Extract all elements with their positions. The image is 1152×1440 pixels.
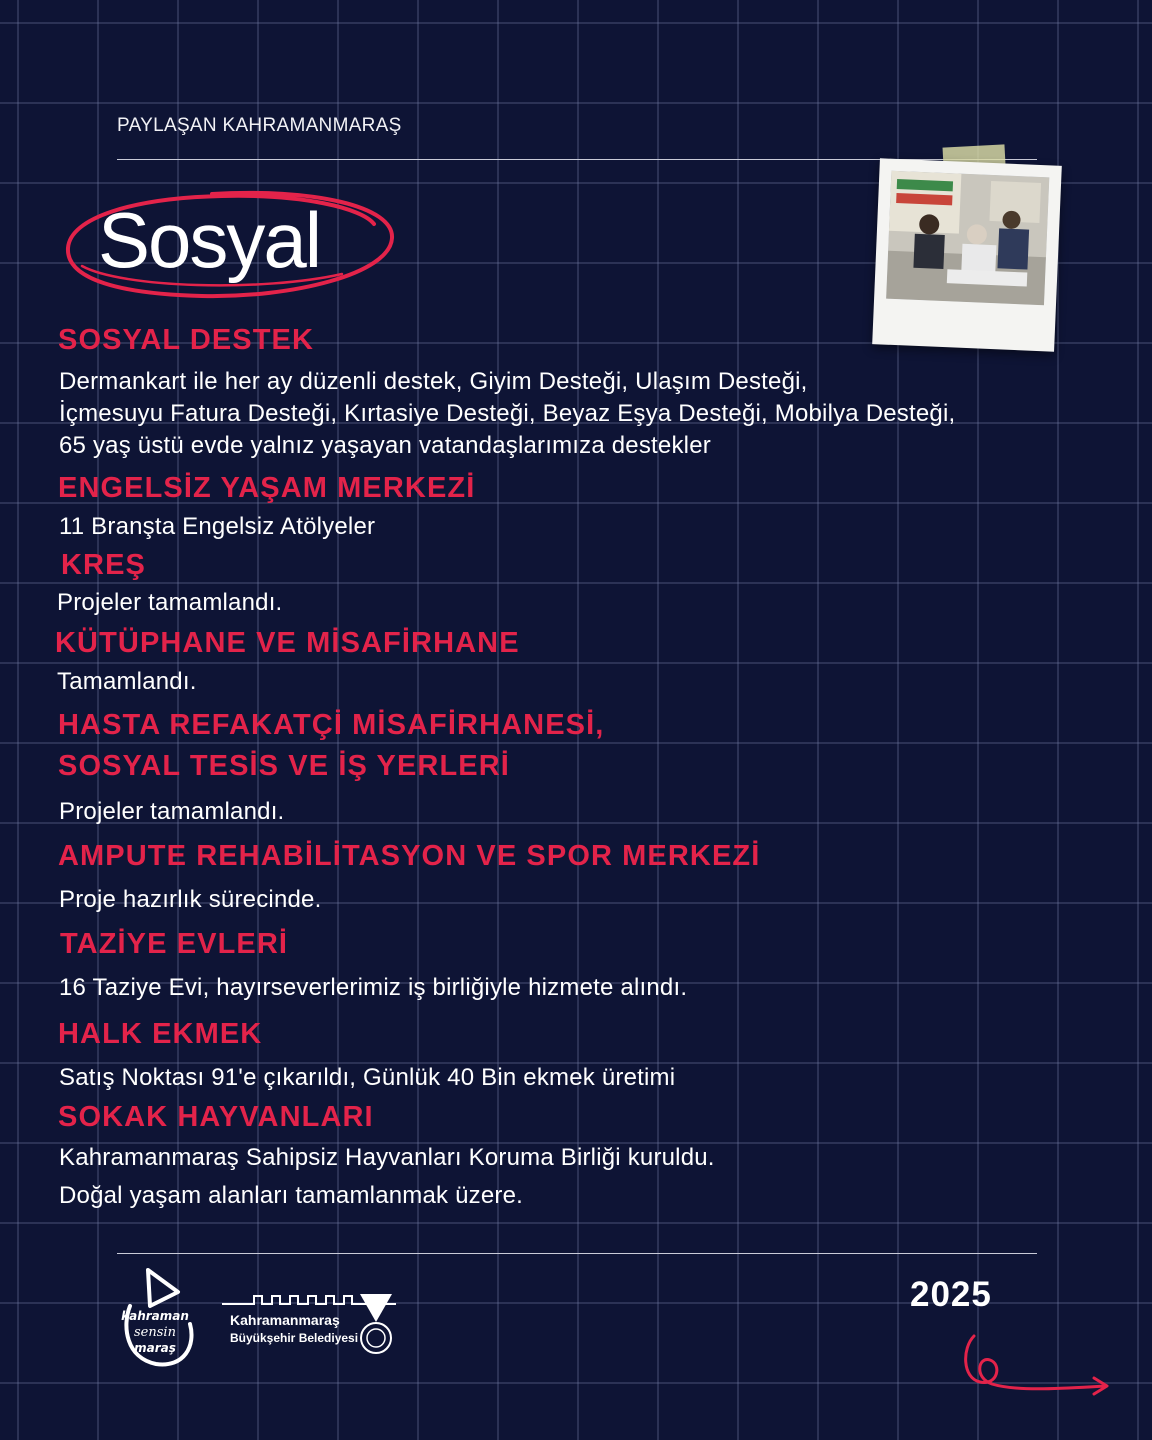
section-text-line: 16 Taziye Evi, hayırseverlerimiz iş birliğiyle hizmete alındı. — [59, 974, 688, 1001]
section-text-line: Kahramanmaraş Sahipsiz Hayvanları Koruma Birliği kuruldu. — [59, 1144, 715, 1171]
bottom-divider — [117, 1253, 1037, 1254]
belediye-name-line1: Kahramanmaraş — [230, 1312, 340, 1328]
section-text-line: Doğal yaşam alanları tamamlanmak üzere. — [59, 1182, 523, 1209]
squiggle-arrow-icon — [958, 1328, 1114, 1398]
section-heading-taziye: TAZİYE EVLERİ — [60, 928, 289, 960]
section-heading-sosyal-destek: SOSYAL DESTEK — [58, 324, 315, 356]
section-text-line: İçmesuyu Fatura Desteği, Kırtasiye Desteği, Beyaz Eşya Desteği, Mobilya Desteği, — [59, 400, 956, 427]
section-heading-kutuphane: KÜTÜPHANE VE MİSAFİRHANE — [55, 627, 520, 659]
logo-maras-word: maraş — [134, 1341, 176, 1355]
event-photo — [886, 171, 1049, 306]
year-label: 2025 — [910, 1275, 992, 1314]
logo-sensin-word: sensin — [134, 1325, 176, 1340]
section-heading-engelsiz-yasam: ENGELSİZ YAŞAM MERKEZİ — [58, 472, 476, 504]
section-text-line: 65 yaş üstü evde yalnız yaşayan vatandaşlarımıza destekler — [59, 432, 711, 459]
section-heading-ampute: AMPUTE REHABİLİTASYON VE SPOR MERKEZİ — [58, 840, 761, 872]
section-heading-hasta-refakatci-line2: SOSYAL TESİS VE İŞ YERLERİ — [58, 750, 510, 782]
section-text-line: 11 Branşta Engelsiz Atölyeler — [59, 513, 376, 540]
section-text-line: Projeler tamamlandı. — [59, 798, 285, 825]
section-text-line: Proje hazırlık sürecinde. — [59, 886, 322, 913]
logo-kahraman-word: kahraman — [121, 1309, 189, 1323]
section-text-line: Dermankart ile her ay düzenli destek, Giyim Desteği, Ulaşım Desteği, — [59, 368, 808, 395]
belediye-name-line2: Büyükşehir Belediyesi — [230, 1331, 359, 1345]
page-title-block — [62, 188, 398, 300]
kahramanmaras-belediye-logo — [220, 1288, 400, 1360]
section-heading-kres: KREŞ — [61, 549, 146, 581]
section-heading-hasta-refakatci: HASTA REFAKATÇİ MİSAFİRHANESİ, — [58, 709, 605, 741]
section-text-line: Satış Noktası 91'e çıkarıldı, Günlük 40 Bin ekmek üretimi — [59, 1064, 676, 1091]
section-heading-sokak-hayvanlari: SOKAK HAYVANLARI — [58, 1101, 374, 1133]
page-title: Sosyal — [98, 196, 321, 284]
header-label: PAYLAŞAN KAHRAMANMARAŞ — [117, 115, 402, 136]
section-text-line: Projeler tamamlandı. — [57, 589, 283, 616]
photo-polaroid — [872, 158, 1062, 351]
section-text-line: Tamamlandı. — [57, 668, 197, 695]
kahraman-sensin-maras-logo — [112, 1266, 198, 1372]
section-heading-halk-ekmek: HALK EKMEK — [58, 1018, 263, 1050]
